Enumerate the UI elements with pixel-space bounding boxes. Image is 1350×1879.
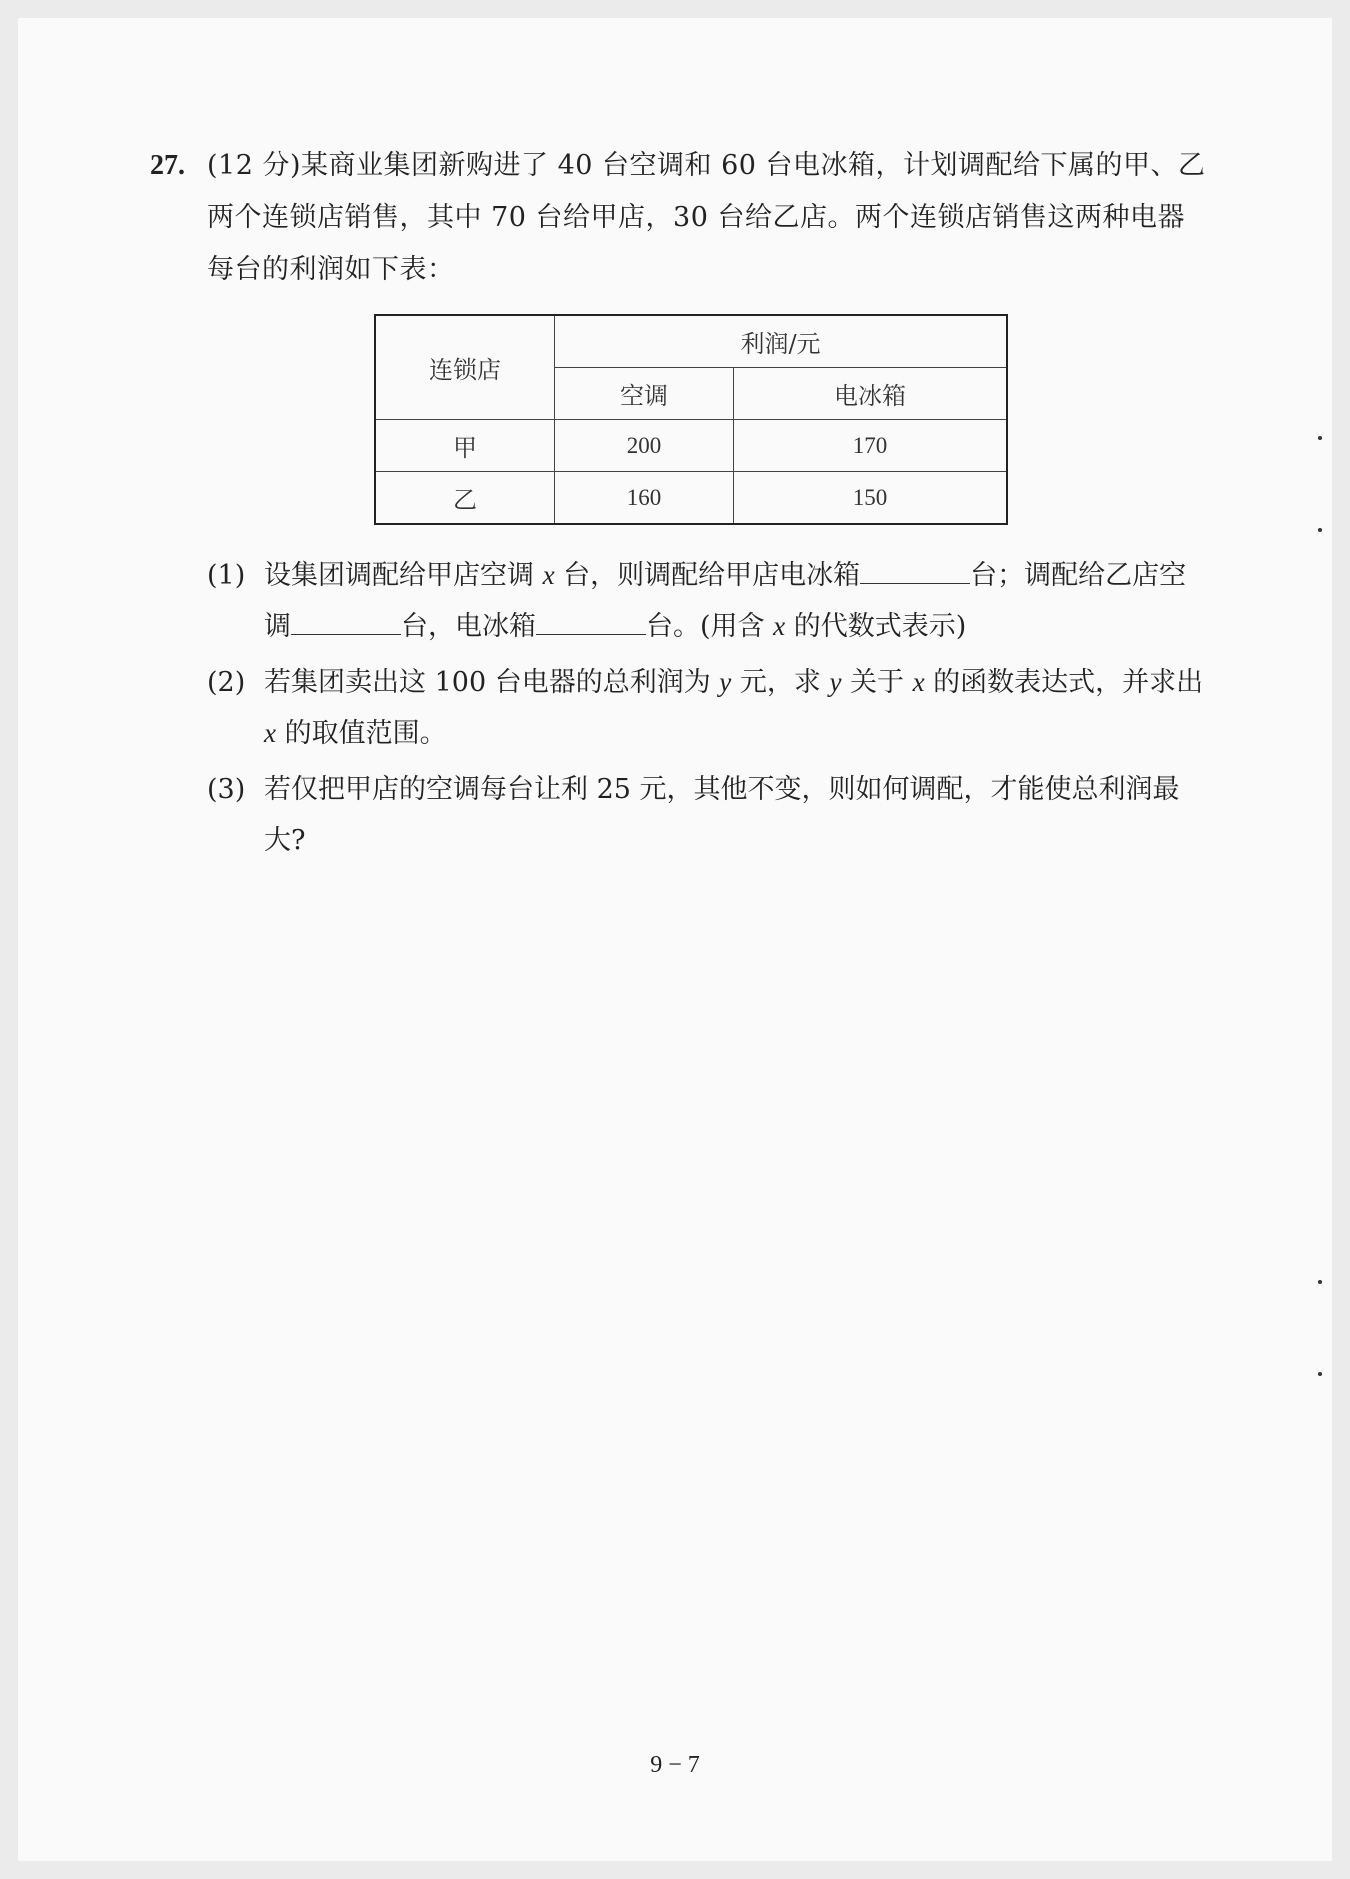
profit-table — [374, 314, 1008, 525]
text: 的代数式表示) — [785, 611, 967, 642]
variable-x: x — [542, 560, 555, 590]
problem-number: 27. — [150, 150, 185, 181]
table-row — [375, 472, 1007, 525]
text: 关于 — [841, 667, 913, 698]
row-ac-profit: 200 — [555, 420, 734, 472]
variable-x: x — [773, 611, 786, 641]
header-store: 连锁店 — [375, 315, 555, 420]
text: 元，求 — [731, 667, 830, 698]
page-number: 9 − 7 — [650, 1752, 700, 1778]
text: 台，则调配给甲店电冰箱 — [554, 560, 861, 591]
text: 台；调配给乙店空调 — [264, 560, 1187, 642]
answer-blank-2[interactable] — [291, 604, 401, 635]
variable-y: y — [719, 667, 732, 697]
problem-stem: (12 分)某商业集团新购进了 40 台空调和 60 台电冰箱，计划调配给下属的甲、乙两个连锁店销售，其中 70 台给甲店，30 台给乙店。两个连锁店销售这两种电器每台的利润如下表： — [207, 150, 1206, 285]
header-profit: 利润/元 — [555, 315, 1008, 368]
variable-y: y — [829, 667, 842, 697]
row-store: 甲 — [375, 420, 555, 472]
text: 若仅把甲店的空调每台让利 25 元，其他不变，则如何调配，才能使总利润最大? — [264, 774, 1180, 856]
sub-question-label: (3) — [207, 774, 246, 805]
sub-question-label: (1) — [207, 560, 246, 591]
row-store: 乙 — [375, 472, 555, 525]
row-fridge-profit: 150 — [734, 472, 1008, 525]
sub-question-label: (2) — [207, 667, 246, 698]
sub-question-2 — [207, 657, 1210, 759]
text: 的函数表达式，并求出 — [924, 667, 1204, 698]
text: 台，电冰箱 — [401, 611, 536, 642]
sub-questions — [207, 550, 1210, 866]
variable-x: x — [912, 667, 925, 697]
sub-question-1 — [207, 550, 1210, 652]
header-fridge: 电冰箱 — [734, 368, 1008, 420]
scan-dot — [1318, 436, 1322, 440]
row-ac-profit: 160 — [555, 472, 734, 525]
text: 若集团卖出这 100 台电器的总利润为 — [264, 667, 720, 698]
row-fridge-profit: 170 — [734, 420, 1008, 472]
table-row — [375, 420, 1007, 472]
answer-blank-3[interactable] — [536, 604, 646, 635]
scan-dot — [1318, 528, 1322, 532]
variable-x: x — [264, 718, 276, 748]
text: 设集团调配给甲店空调 — [264, 560, 543, 591]
answer-blank-1[interactable] — [860, 553, 970, 584]
text: 的取值范围。 — [275, 718, 447, 749]
sub-question-3 — [207, 764, 1210, 866]
text: 台。(用含 — [646, 611, 774, 642]
header-air-conditioner: 空调 — [555, 368, 734, 420]
scan-dot — [1318, 1280, 1322, 1284]
scan-dot — [1318, 1372, 1322, 1376]
